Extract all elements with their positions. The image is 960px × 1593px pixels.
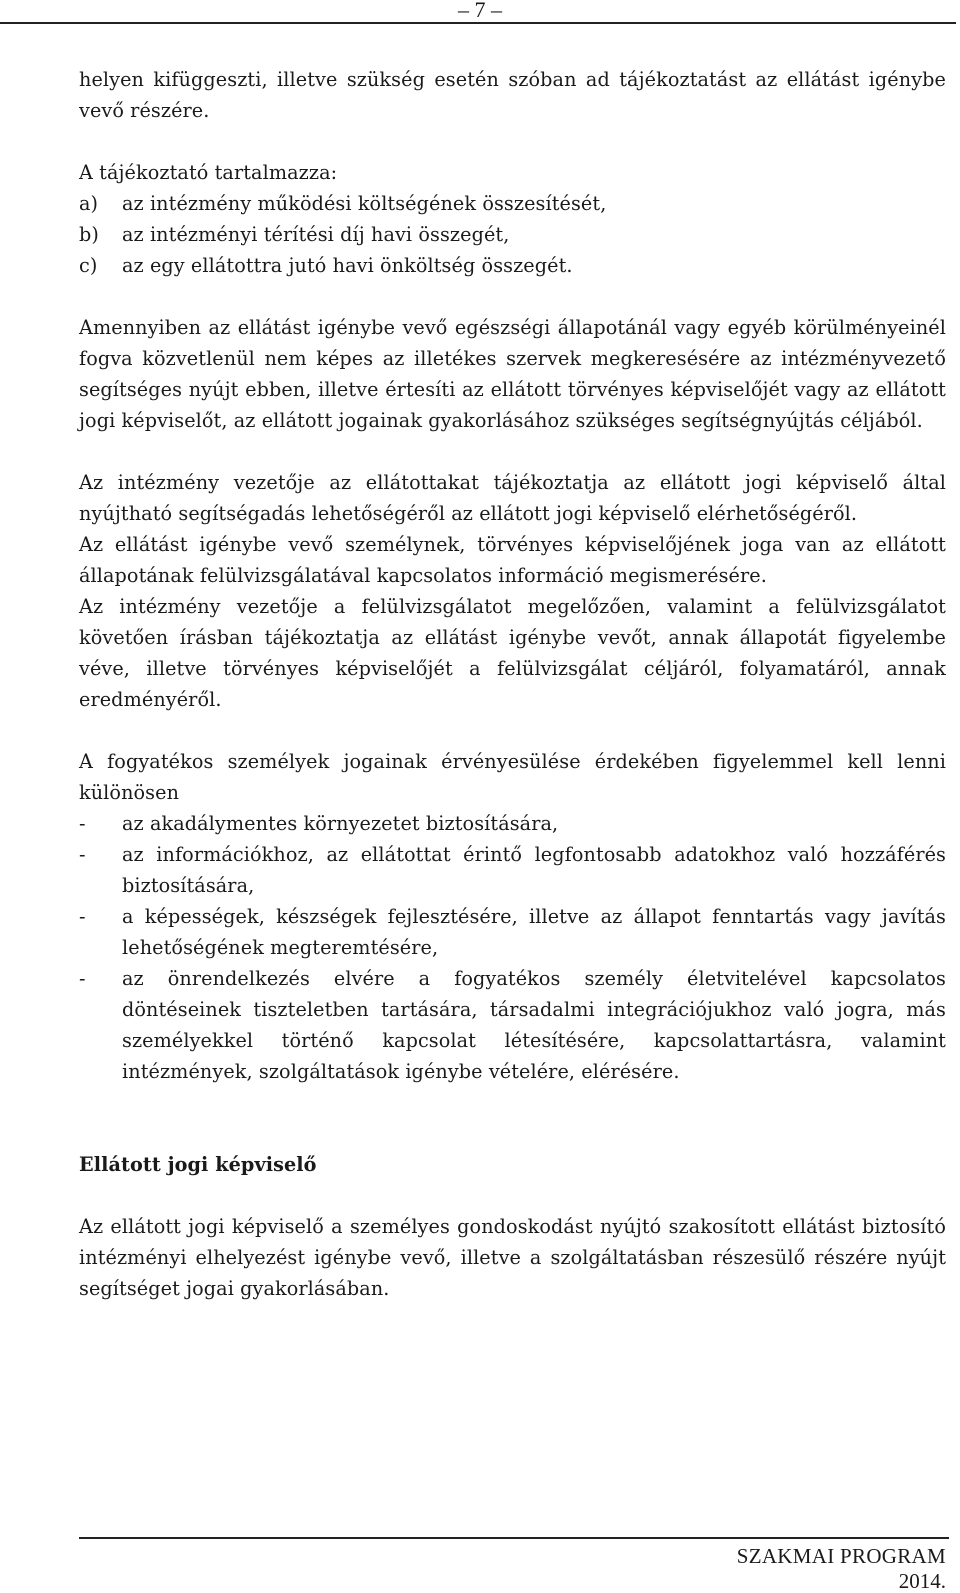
page-number: – 7 –: [458, 0, 502, 22]
paragraph-right-to-info: Az ellátást igénybe vevő személynek, törvényes képviselőjének joga van az ellátott állapotának felülvizsgálatával kapcsolatos információ megismerésére.: [79, 533, 946, 587]
list-marker: b): [79, 223, 99, 246]
paragraph-legal-representative: Az ellátott jogi képviselő a személyes gondoskodást nyújtó szakosított ellátást biztosító intézményi elhelyezést igénybe vevő, illetve a szolgáltatásban részesülő részére nyújt segítséget jogai gyakorlásában.: [79, 1215, 946, 1300]
list-text: az egy ellátottra jutó havi önköltség összegét.: [122, 254, 573, 277]
info-item: [79, 219, 946, 250]
list-text: az akadálymentes környezetet biztosítására,: [122, 812, 559, 835]
list-text: az intézményi térítési díj havi összegét,: [122, 223, 510, 246]
info-item: [79, 250, 946, 281]
header-rule: [0, 22, 956, 24]
footer-rule: [79, 1537, 949, 1539]
paragraph-notice: helyen kifüggeszti, illetve szükség esetén szóban ad tájékoztatást az ellátást igénybe vevő részére.: [79, 68, 946, 122]
list-marker: a): [79, 192, 99, 215]
info-intro: A tájékoztató tartalmazza:: [79, 161, 338, 184]
list-marker: -: [79, 967, 86, 990]
paragraph-review: Az intézmény vezetője a felülvizsgálatot megelőzően, valamint a felülvizsgálatot követően írásban tájékoztatja az ellátást igénybe vevőt, annak állapotát figyelembe véve, illetve törvényes képviselőjét a felülvizsgálat céljáról, folyamatáról, annak eredményéről.: [79, 595, 946, 711]
paragraph-representative-info: Az intézmény vezetője az ellátottakat tájékoztatja az ellátott jogi képviselő által nyújtható segítségadás lehetőségéről az ellátott jogi képviselő elérhetőségéről.: [79, 471, 946, 525]
list-marker: c): [79, 254, 98, 277]
info-item: [79, 188, 946, 219]
paragraph-assistance: Amennyiben az ellátást igénybe vevő egészségi állapotánál vagy egyéb körülményeinél fogva közvetlenül nem képes az illetékes szervek megkeresésére az intézményvezető segítséges nyújt ebben, illetve értesíti az ellátott törvényes képviselőjét vagy az ellátott jogi képviselőt, az ellátott jogainak gyakorlásához szükséges segítségnyújtás céljából.: [79, 316, 946, 432]
list-marker: -: [79, 905, 86, 928]
list-text: az intézmény működési költségének összesítését,: [122, 192, 607, 215]
footer-year: 2014.: [898, 1569, 946, 1593]
rights-item: [79, 901, 946, 963]
footer-program-title: SZAKMAI PROGRAM: [736, 1544, 946, 1568]
section-heading: Ellátott jogi képviselő: [79, 1153, 317, 1176]
document-body: [79, 64, 946, 1304]
rights-item: [79, 839, 946, 901]
paragraph-disability-rights: A fogyatékos személyek jogainak érvényesülése érdekében figyelemmel kell lenni különösen: [79, 750, 946, 804]
list-marker: -: [79, 843, 86, 866]
list-text: az önrendelkezés elvére a fogyatékos személy életvitelével kapcsolatos döntéseinek tiszteletben tartására, társadalmi integrációjukhoz való jogra, más személyekkel történő kapcsolat létesítésére, kapcsolattartásra, valamint intézmények, szolgáltatások igénybe vételére, elérésére.: [122, 967, 946, 1083]
list-text: az információkhoz, az ellátottat érintő legfontosabb adatokhoz való hozzáférés biztosítására,: [122, 843, 946, 897]
list-marker: -: [79, 812, 86, 835]
rights-item: [79, 963, 946, 1087]
list-text: a képességek, készségek fejlesztésére, illetve az állapot fenntartás vagy javítás lehetőségének megteremtésére,: [122, 905, 946, 959]
rights-item: [79, 808, 946, 839]
